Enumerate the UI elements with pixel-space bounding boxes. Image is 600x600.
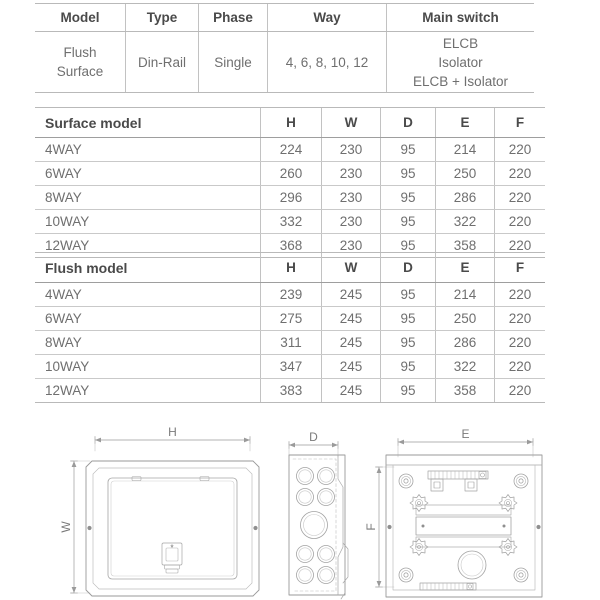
flush-header-e: E — [436, 253, 495, 283]
surface-row-3-d: 95 — [381, 210, 436, 234]
surface-row-0-h: 224 — [261, 138, 322, 162]
flush-row-2-f: 220 — [495, 331, 546, 355]
overview-spec-table — [35, 3, 534, 93]
flush-row-4-d: 95 — [381, 379, 436, 403]
interior-view-width-label: E — [461, 427, 470, 441]
table-row — [35, 162, 545, 186]
surface-row-2-f: 220 — [495, 186, 546, 210]
flush-header-h: H — [261, 253, 322, 283]
flush-table-body — [35, 283, 545, 403]
overview-cell-type: Din-Rail — [126, 32, 199, 93]
flush-row-1-f: 220 — [495, 307, 546, 331]
surface-header-e: E — [436, 108, 495, 138]
technical-drawings-panel — [0, 415, 600, 600]
cable-entry-bottom — [458, 551, 486, 579]
flush-model-table — [35, 252, 545, 403]
overview-header-type: Type — [126, 4, 199, 32]
overview-cell-main-switch — [387, 32, 535, 93]
surface-model-table — [35, 107, 545, 258]
surface-row-1-e: 250 — [436, 162, 495, 186]
surface-row-0-model: 4WAY — [35, 138, 261, 162]
flush-row-3-f: 220 — [495, 355, 546, 379]
flush-row-2-e: 286 — [436, 331, 495, 355]
overview-header-phase: Phase — [199, 4, 268, 32]
overview-table-head — [35, 4, 534, 32]
flush-header-f: F — [495, 253, 546, 283]
flush-row-3-w: 245 — [322, 355, 381, 379]
surface-row-1-f: 220 — [495, 162, 546, 186]
surface-row-4-d: 95 — [381, 234, 436, 258]
overview-header-main-switch: Main switch — [387, 4, 535, 32]
surface-row-3-e: 322 — [436, 210, 495, 234]
overview-header-way: Way — [268, 4, 387, 32]
surface-row-4-w: 230 — [322, 234, 381, 258]
knockout-group-top — [297, 468, 335, 506]
surface-header-f: F — [495, 108, 546, 138]
surface-row-1-d: 95 — [381, 162, 436, 186]
surface-header-d: D — [381, 108, 436, 138]
flush-header-d: D — [381, 253, 436, 283]
surface-header-w: W — [322, 108, 381, 138]
overview-cell-model — [35, 32, 126, 93]
interior-view-height-label: F — [364, 523, 378, 531]
table-row — [35, 186, 545, 210]
table-row — [35, 307, 545, 331]
flush-row-4-model: 12WAY — [35, 379, 261, 403]
flush-row-3-d: 95 — [381, 355, 436, 379]
table-row — [35, 283, 545, 307]
overview-cell-way: 4, 6, 8, 10, 12 — [268, 32, 387, 93]
table-row — [35, 210, 545, 234]
surface-row-1-w: 230 — [322, 162, 381, 186]
overview-table-body — [35, 32, 534, 93]
table-row — [35, 379, 545, 403]
overview-data-row — [35, 32, 534, 93]
surface-row-1-model: 6WAY — [35, 162, 261, 186]
surface-row-0-f: 220 — [495, 138, 546, 162]
flush-row-2-w: 245 — [322, 331, 381, 355]
flush-table-head — [35, 253, 545, 283]
flush-row-1-e: 250 — [436, 307, 495, 331]
knockout-group-bottom — [297, 546, 335, 584]
star-knob-group — [410, 495, 517, 556]
surface-row-3-w: 230 — [322, 210, 381, 234]
surface-row-3-h: 332 — [261, 210, 322, 234]
flush-row-2-model: 8WAY — [35, 331, 261, 355]
flush-row-0-model: 4WAY — [35, 283, 261, 307]
surface-table-body — [35, 138, 545, 258]
main-switch-option-isolator: Isolator — [438, 54, 483, 70]
surface-row-2-e: 286 — [436, 186, 495, 210]
side-view-drawing — [289, 442, 348, 600]
flush-row-0-f: 220 — [495, 283, 546, 307]
side-view-depth-label: D — [309, 430, 318, 444]
flush-row-3-model: 10WAY — [35, 355, 261, 379]
flush-row-4-w: 245 — [322, 379, 381, 403]
front-view-height-label: W — [59, 521, 73, 533]
flush-header-w: W — [322, 253, 381, 283]
flush-row-1-w: 245 — [322, 307, 381, 331]
surface-header-title: Surface model — [35, 108, 261, 138]
flush-row-0-e: 214 — [436, 283, 495, 307]
overview-header-model: Model — [35, 4, 126, 32]
flush-row-2-h: 311 — [261, 331, 322, 355]
table-row — [35, 331, 545, 355]
surface-row-4-h: 368 — [261, 234, 322, 258]
front-view-drawing — [71, 437, 260, 597]
flush-header-row — [35, 253, 545, 283]
flush-header-title: Flush model — [35, 253, 261, 283]
surface-row-3-model: 10WAY — [35, 210, 261, 234]
surface-row-2-model: 8WAY — [35, 186, 261, 210]
flush-row-4-h: 383 — [261, 379, 322, 403]
main-switch-option-elcb-isolator: ELCB + Isolator — [413, 73, 508, 89]
surface-header-row — [35, 108, 545, 138]
overview-cell-phase: Single — [199, 32, 268, 93]
flush-row-4-e: 358 — [436, 379, 495, 403]
surface-row-2-w: 230 — [322, 186, 381, 210]
surface-row-4-e: 358 — [436, 234, 495, 258]
surface-row-2-d: 95 — [381, 186, 436, 210]
overview-header-row — [35, 4, 534, 32]
overview-model-surface: Surface — [56, 64, 104, 79]
table-row — [35, 355, 545, 379]
flush-row-3-h: 347 — [261, 355, 322, 379]
terminal-bar-bottom — [420, 583, 476, 590]
mounting-boss-group — [399, 474, 528, 582]
flush-row-2-d: 95 — [381, 331, 436, 355]
flush-row-0-w: 245 — [322, 283, 381, 307]
flush-row-1-h: 275 — [261, 307, 322, 331]
surface-table-head — [35, 108, 545, 138]
surface-row-2-h: 296 — [261, 186, 322, 210]
flush-row-1-d: 95 — [381, 307, 436, 331]
surface-row-0-w: 230 — [322, 138, 381, 162]
flush-row-0-d: 95 — [381, 283, 436, 307]
surface-row-0-d: 95 — [381, 138, 436, 162]
table-row — [35, 138, 545, 162]
interior-view-drawing — [376, 439, 543, 598]
surface-row-3-f: 220 — [495, 210, 546, 234]
surface-row-4-model: 12WAY — [35, 234, 261, 258]
din-rail-assembly — [410, 495, 517, 556]
surface-row-0-e: 214 — [436, 138, 495, 162]
surface-row-1-h: 260 — [261, 162, 322, 186]
flush-row-3-e: 322 — [436, 355, 495, 379]
flush-row-0-h: 239 — [261, 283, 322, 307]
overview-model-flush: Flush — [63, 45, 97, 60]
knockout-large-center — [301, 512, 328, 539]
flush-row-1-model: 6WAY — [35, 307, 261, 331]
front-view-width-label: H — [168, 425, 177, 439]
terminal-bar-top — [428, 471, 488, 491]
main-switch-option-elcb: ELCB — [442, 35, 479, 51]
surface-header-h: H — [261, 108, 322, 138]
door-latch-detail — [162, 543, 182, 573]
flush-row-4-f: 220 — [495, 379, 546, 403]
surface-row-4-f: 220 — [495, 234, 546, 258]
